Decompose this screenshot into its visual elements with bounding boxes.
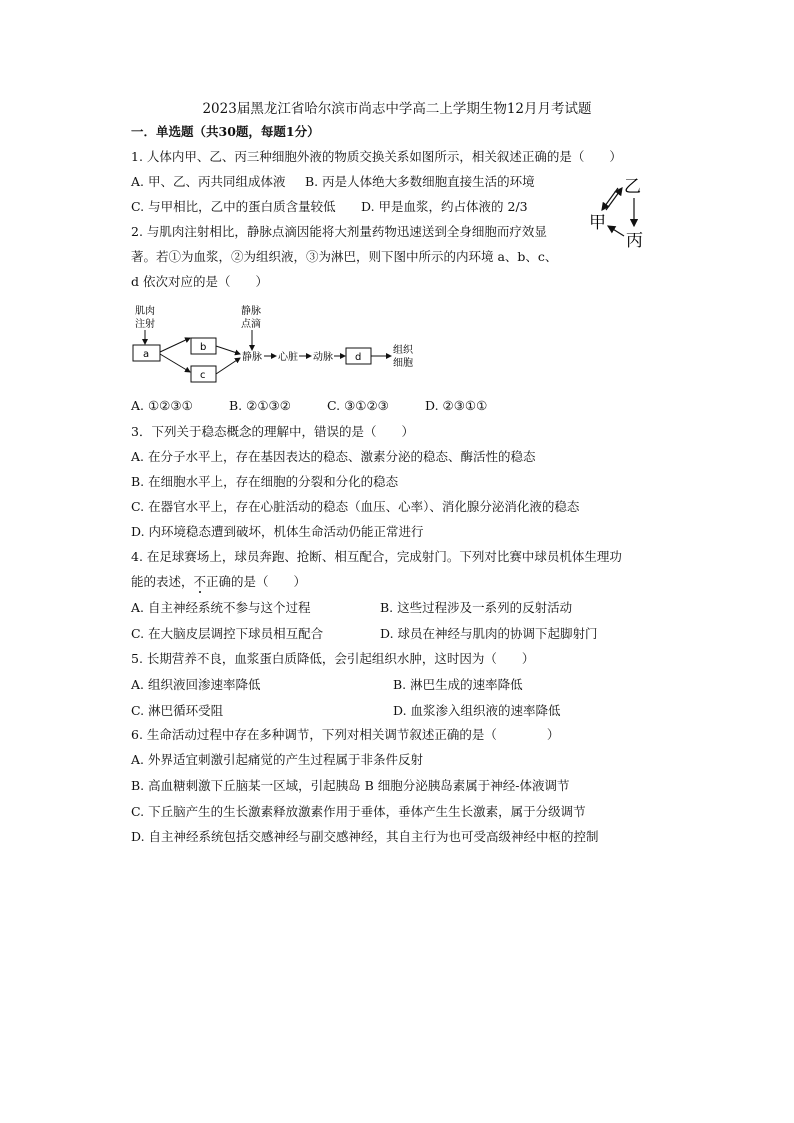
page-title: 2023届黑龙江省哈尔滨市尚志中学高二上学期生物12月月考试题 — [202, 101, 592, 117]
q2-label-inject-2: 注射 — [135, 319, 155, 330]
q2-option-a: A. ①②③① — [131, 398, 193, 413]
q4-stem-part1: 能的表述， — [131, 574, 194, 589]
q6-option-c: C. 下丘脑产生的生长激素释放激素作用于垂体，垂体产生生长激素，属于分级调节 — [131, 804, 586, 819]
q1-arrow-jia-yi — [606, 188, 622, 210]
q1-option-c: C. 与甲相比，乙中的蛋白质含量较低 — [131, 199, 336, 214]
q3-stem: 3．下列关于稳态概念的理解中，错误的是（ ） — [131, 424, 414, 439]
q2-diagram — [128, 300, 428, 390]
section-heading: 一．单选题（共30题，每题1分） — [131, 124, 320, 139]
q2-stem-line1: 2. 与肌肉注射相比，静脉点滴因能将大剂量药物迅速送到全身细胞而疗效显 — [131, 224, 547, 239]
q3-option-c: C. 在器官水平上，存在心脏活动的稳态（血压、心率）、消化腺分泌消化液的稳态 — [131, 499, 580, 514]
q1-node-jia: 甲 — [589, 213, 606, 233]
q2-option-c: C. ③①②③ — [327, 398, 389, 413]
q5-option-a: A. 组织液回渗速率降低 — [131, 677, 261, 692]
q1-node-yi: 乙 — [624, 177, 641, 197]
q1-option-a: A. 甲、乙、丙共同组成体液 — [131, 174, 286, 189]
q2-label-artery: 动脉 — [313, 352, 333, 363]
q2-option-d: D. ②③①① — [425, 398, 488, 413]
q1-option-d: D. 甲是血浆，约占体液的 2/3 — [361, 199, 528, 214]
q2-option-b: B. ②①③② — [229, 398, 291, 413]
q4-option-b: B. 这些过程涉及一系列的反射活动 — [380, 600, 573, 615]
q1-diagram — [580, 168, 660, 258]
q2-label-drip-1: 静脉 — [241, 306, 261, 317]
q4-stem-line2 — [131, 574, 306, 590]
q1-node-bing: 丙 — [626, 231, 643, 251]
q4-option-c: C. 在大脑皮层调控下球员相互配合 — [131, 626, 324, 641]
q4-emphasis-not: 不 — [193, 574, 207, 589]
q4-option-d: D. 球员在神经与肌肉的协调下起脚射门 — [380, 626, 598, 641]
q6-option-a: A. 外界适宜刺激引起痛觉的产生过程属于非条件反射 — [131, 752, 423, 767]
q2-label-a: a — [143, 349, 150, 360]
q2-label-c: c — [200, 370, 206, 381]
q3-option-a: A. 在分子水平上，存在基因表达的稳态、激素分泌的稳态、酶活性的稳态 — [131, 449, 536, 464]
q4-stem-line1: 4. 在足球赛场上，球员奔跑、抢断、相互配合，完成射门。下列对比赛中球员机体生理功 — [131, 549, 622, 564]
q5-option-c: C. 淋巴循环受阻 — [131, 703, 224, 718]
q5-option-b: B. 淋巴生成的速率降低 — [393, 677, 523, 692]
q2-stem-line3: d 依次对应的是（ ） — [131, 274, 268, 289]
q6-option-d: D. 自主神经系统包括交感神经与副交感神经，其自主行为也可受高级神经中枢的控制 — [131, 829, 599, 844]
q3-option-b: B. 在细胞水平上，存在细胞的分裂和分化的稳态 — [131, 474, 399, 489]
q2-label-heart: 心脏 — [278, 352, 298, 363]
q2-label-b: b — [200, 342, 207, 353]
q2-label-drip-2: 点滴 — [241, 319, 261, 330]
q2-label-vein: 静脉 — [242, 352, 262, 363]
q1-stem: 1. 人体内甲、乙、丙三种细胞外液的物质交换关系如图所示，相关叙述正确的是（ ） — [131, 149, 622, 164]
q5-option-d: D. 血浆渗入组织液的速率降低 — [393, 703, 561, 718]
q4-stem-part2: 正确的是（ ） — [206, 574, 307, 589]
q4-option-a: A. 自主神经系统不参与这个过程 — [131, 600, 311, 615]
q2-label-cell-1: 组织 — [393, 345, 413, 356]
q1-arrow-bing-jia — [608, 226, 624, 236]
q2-label-d: d — [355, 352, 362, 363]
q2-label-inject-1: 肌肉 — [135, 306, 155, 317]
q2-label-cell-2: 细胞 — [393, 358, 413, 369]
q1-option-b: B. 丙是人体绝大多数细胞直接生活的环境 — [305, 174, 535, 189]
q1-arrow-yi-jia — [602, 188, 618, 210]
q6-stem: 6. 生命活动过程中存在多种调节，下列对相关调节叙述正确的是（ ） — [131, 727, 560, 742]
q6-option-b: B. 高血糖刺激下丘脑某一区域，引起胰岛 B 细胞分泌胰岛素属于神经-体液调节 — [131, 778, 570, 793]
q5-stem: 5. 长期营养不良，血浆蛋白质降低，会引起组织水肿，这时因为（ ） — [131, 651, 535, 666]
q3-option-d: D. 内环境稳态遭到破坏，机体生命活动仍能正常进行 — [131, 524, 424, 539]
q2-stem-line2: 著。若①为血浆，②为组织液，③为淋巴，则下图中所示的内环境 a、b、c、 — [131, 249, 558, 264]
